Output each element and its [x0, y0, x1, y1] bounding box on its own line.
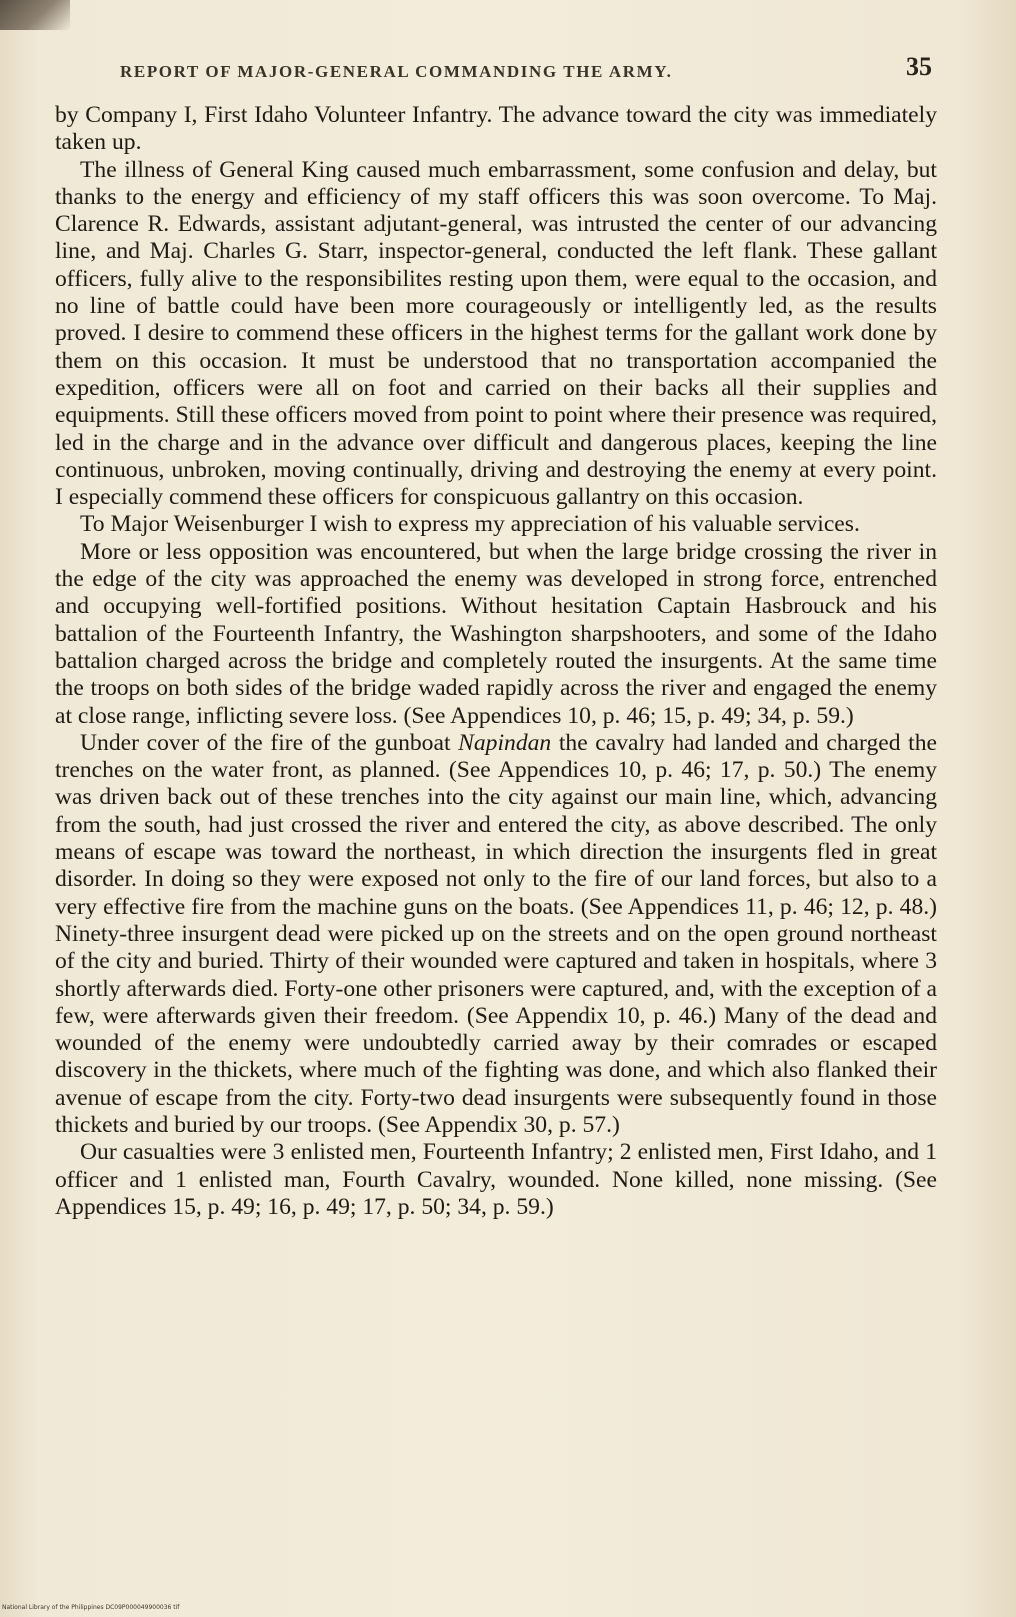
- page-header: [120, 52, 940, 86]
- gunboat-name: Napindan: [458, 729, 552, 756]
- paragraph-casualties: Our casualties were 3 enlisted men, Fourteenth Infantry; 2 enlisted men, First Idaho, and 1 officer and 1 enlisted man, Fourth Cavalry, wounded. None killed, none missing. (See Appendices 15, p. 49; 16, p. 49; 17, p. 50; 34, p. 59.): [55, 1139, 937, 1220]
- body-text: [55, 102, 937, 1221]
- paragraph-bridge-crossing: More or less opposition was encountered, but when the large bridge crossing the river in the edge of the city was approached the enemy was developed in strong force, entrenched and occupying well-fortified positions. Without hesitation Captain Hasbrouck and his battalion of the Fourteenth Infantry, the Washington sharpshooters, and some of the Idaho battalion charged across the bridge and completely routed the insurgents. At the same time the troops on both sides of the bridge waded rapidly across the river and engaged the enemy at close range, inflicting severe loss. (See Appendices 10, p. 46; 15, p. 49; 34, p. 59.): [55, 538, 937, 729]
- running-head: REPORT OF MAJOR-GENERAL COMMANDING THE ARMY.: [120, 62, 673, 81]
- library-scan-stamp: National Library of the Philippines DC09P000049900036 tif: [2, 1604, 180, 1611]
- paragraph-illness-of-general-king: The illness of General King caused much embarrassment, some confusion and delay, but thanks to the energy and efficiency of my staff officers this was soon overcome. To Maj. Clarence R. Edwards, assistant adjutant-general, was intrusted the center of our advancing line, and Maj. Charles G. Starr, inspector-general, conducted the left flank. These gallant officers, fully alive to the responsibilites resting upon them, were equal to the occasion, and no line of battle could have been more courageously or intelligently led, as the results proved. I desire to commend these officers in the highest terms for the gallant work done by them on this occasion. It must be understood that no transportation accompanied the expedition, officers were all on foot and carried on their backs all their supplies and equipments. Still these officers moved from point to point where their presence was required, led in the charge and in the advance over difficult and dangerous places, keeping the line continuous, unbroken, moving continually, driving and destroying the enemy at every point. I especially commend these officers for conspicuous gallantry on this occasion.: [55, 156, 937, 511]
- paragraph-major-weisenburger: To Major Weisenburger I wish to express my appreciation of his valuable services.: [80, 511, 860, 538]
- page-number: 35: [906, 52, 932, 81]
- paragraph-continuation: by Company I, First Idaho Volunteer Infantry. The advance toward the city was immediately taken up.: [55, 102, 937, 156]
- paragraph-gunboat-napindan: Under cover of the fire of the gunboat Napindan the cavalry had landed and charged the trenches on the water front, as planned. (See Appendices 10, p. 46; 17, p. 50.) The enemy was driven back out of these trenches into the city against our main line, which, advancing from the south, had just crossed the river and entered the city, as above described. The only means of escape was toward the northeast, in which direction the insurgents fled in great disorder. In doing so they were exposed not only to the fire of our land forces, but also to a very effective fire from the machine guns on the boats. (See Appendices 11, p. 46; 12, p. 48.) Ninety-three insurgent dead were picked up on the streets and on the open ground northeast of the city and buried. Thirty of their wounded were captured and taken in hospitals, where 3 shortly afterwards died. Forty-one other prisoners were captured, and, with the exception of a few, were afterwards given their freedom. (See Appendix 10, p. 46.) Many of the dead and wounded of the enemy were undoubtedly carried away by their comrades or escaped discovery in the thickets, where much of the fighting was done, and which also flanked their avenue of escape from the city. Forty-two dead insurgents were subsequently found in those thickets and buried by our troops. (See Appendix 30, p. 57.): [55, 729, 937, 1138]
